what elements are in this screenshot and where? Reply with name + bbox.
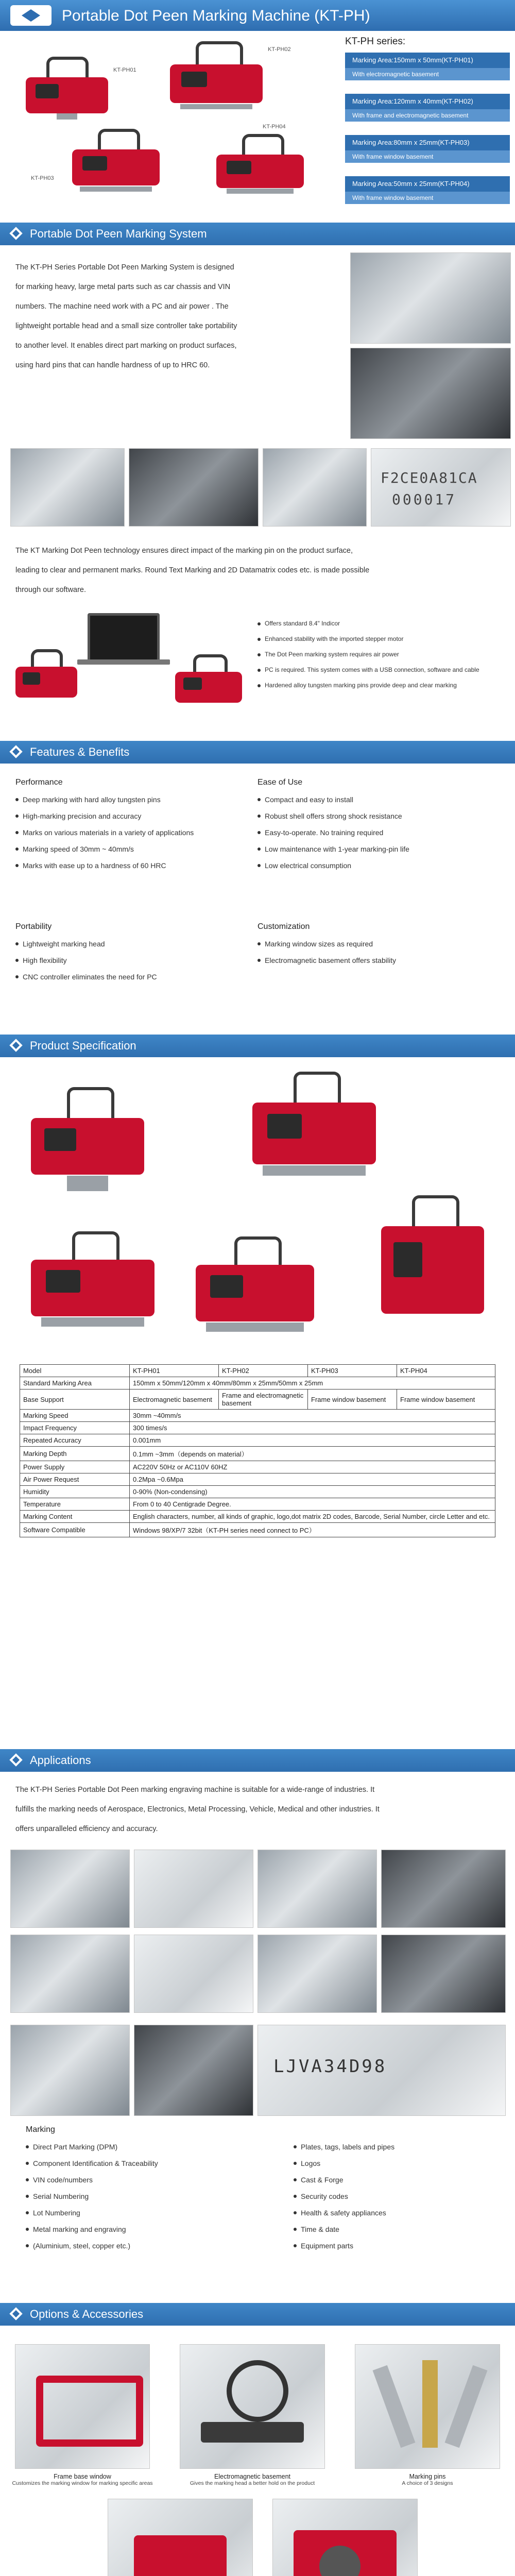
feature-item: Marks with ease up to a hardness of 60 HRC <box>15 857 247 874</box>
model-label-3: KT-PH03 <box>31 175 54 181</box>
series-item-desc: With frame window basement <box>345 150 510 163</box>
series-heading: KT-PH series: <box>345 36 406 47</box>
option-image <box>180 2344 325 2469</box>
system-bullet: Offers standard 8.4" Indicor <box>258 616 510 631</box>
marking-item: Time & date <box>294 2221 500 2238</box>
hero-machines <box>10 36 324 206</box>
application-photo-2 <box>134 1850 253 1928</box>
model-label-4: KT-PH04 <box>263 124 286 130</box>
marking-item: Plates, tags, labels and pipes <box>294 2139 500 2155</box>
section-title: Applications <box>30 1754 91 1767</box>
marking-item: Component Identification & Traceability <box>26 2155 252 2172</box>
sample-photo-metal <box>10 448 125 527</box>
option-desc: Gives the marking head a better hold on the product <box>190 2480 315 2486</box>
option-image <box>272 2499 418 2576</box>
sample-photo-plate <box>129 448 259 527</box>
table-row <box>20 1410 495 1422</box>
application-photo-10 <box>134 2025 253 2116</box>
series-item-desc: With frame window basement <box>345 192 510 204</box>
table-header-cell: KT-PH04 <box>397 1365 495 1377</box>
machine-image-ph02 <box>170 41 263 113</box>
model-label-1: KT-PH01 <box>113 67 136 73</box>
sample-photo-gear <box>263 448 367 527</box>
section-header-applications <box>0 1749 515 1772</box>
table-cell: Marking Speed <box>20 1410 130 1422</box>
table-cell: From 0 to 40 Centigrade Degree. <box>130 1498 495 1511</box>
system-text-block <box>15 258 330 375</box>
table-cell: 150mm x 50mm/120mm x 40mm/80mm x 25mm/50mm x 25mm <box>130 1377 495 1389</box>
option-title: Electromagnetic basement <box>214 2473 290 2480</box>
feature-item: CNC controller eliminates the need for PC <box>15 969 247 985</box>
series-item-2 <box>345 94 510 122</box>
feature-item: Low maintenance with 1-year marking-pin life <box>258 841 500 857</box>
table-row <box>20 1365 495 1377</box>
table-cell: Temperature <box>20 1498 130 1511</box>
laptop-base <box>77 659 170 665</box>
marking-item: Logos <box>294 2155 500 2172</box>
page-title: Portable Dot Peen Marking Machine (KT-PH) <box>62 7 370 24</box>
series-item-desc: With electromagnetic basement <box>345 68 510 80</box>
section-header-features <box>0 741 515 764</box>
series-panel <box>345 36 510 204</box>
table-cell: Impact Frequency <box>20 1422 130 1434</box>
feature-item: Electromagnetic basement offers stability <box>258 952 500 969</box>
feature-item: Easy-to-operate. No training required <box>258 824 500 841</box>
sample-photo-serial <box>371 448 511 527</box>
option-image <box>108 2499 253 2576</box>
laptop-image <box>88 613 160 662</box>
spec-machine-ph01 <box>31 1087 144 1200</box>
feature-item: Low electrical consumption <box>258 857 500 874</box>
section-header-system <box>0 223 515 245</box>
option-rotary <box>268 2499 422 2576</box>
table-cell: Frame and electromagnetic basement <box>219 1389 308 1410</box>
feature-item: Robust shell offers strong shock resistance <box>258 808 500 824</box>
table-row <box>20 1498 495 1511</box>
company-logo <box>10 5 52 26</box>
features-group-title: Performance <box>15 778 63 787</box>
applications-line: fulfills the marking needs of Aerospace, Electronics, Metal Processing, Vehicle, Medical and other industries. It <box>15 1805 380 1814</box>
section-title: Product Specification <box>30 1039 136 1052</box>
series-item-name: Marking Area:80mm x 25mm(KT-PH03) <box>345 135 510 150</box>
option-electromagnetic <box>175 2344 330 2486</box>
diamond-icon <box>9 1039 22 1052</box>
spec-table <box>20 1364 495 1537</box>
series-item-4 <box>345 176 510 204</box>
system-bullet: Enhanced stability with the imported stepper motor <box>258 631 510 647</box>
marking-item: Direct Part Marking (DPM) <box>26 2139 252 2155</box>
option-desc: Customizes the marking window for marking specific areas <box>12 2480 153 2486</box>
diamond-icon <box>9 2307 22 2320</box>
feature-item: Lightweight marking head <box>15 936 247 952</box>
title-bar <box>0 0 515 31</box>
table-cell: AC220V 50Hz or AC110V 60HZ <box>130 1461 495 1473</box>
system-paragraph-line: lightweight portable head and a small size controller take portability <box>15 322 237 330</box>
vin-sample-text: LJVA34D98 <box>273 2056 387 2077</box>
features-customization <box>258 922 500 969</box>
table-row <box>20 1473 495 1486</box>
section-header-options <box>0 2303 515 2326</box>
application-photo-6 <box>134 1935 253 2013</box>
table-cell: Software Compatible <box>20 1523 130 1537</box>
application-photo-8 <box>381 1935 506 2013</box>
option-title: Marking pins <box>409 2473 446 2480</box>
table-header-cell: KT-PH01 <box>130 1365 219 1377</box>
sample-serial-number: 000017 <box>392 491 457 508</box>
table-row <box>20 1447 495 1461</box>
application-photo-vin <box>258 2025 506 2116</box>
diamond-icon <box>9 1753 22 1766</box>
series-item-name: Marking Area:120mm x 40mm(KT-PH02) <box>345 94 510 109</box>
system-photo-hand-marking <box>350 348 511 439</box>
series-item-desc: With frame and electromagnetic basement <box>345 109 510 122</box>
marking-item: VIN code/numbers <box>26 2172 252 2188</box>
system-paragraph-line: for marking heavy, large metal parts such as car chassis and VIN <box>15 283 231 291</box>
system-setup-image <box>15 608 247 711</box>
features-performance <box>15 778 247 874</box>
marking-item: (Aluminium, steel, copper etc.) <box>26 2238 252 2254</box>
table-header-cell: KT-PH03 <box>308 1365 397 1377</box>
application-photo-9 <box>10 2025 130 2116</box>
marking-item: Equipment parts <box>294 2238 500 2254</box>
table-cell: Air Power Request <box>20 1473 130 1486</box>
feature-item: Marking window sizes as required <box>258 936 500 952</box>
features-group-title: Customization <box>258 922 310 931</box>
spec-machine-rotary <box>381 1195 484 1329</box>
system-bullet: The Dot Peen marking system requires air power <box>258 647 510 662</box>
spec-machine-ph04 <box>196 1236 314 1340</box>
table-cell: 300 times/s <box>130 1422 495 1434</box>
table-row <box>20 1523 495 1537</box>
table-cell: Frame window basement <box>397 1389 495 1410</box>
system-bullet: PC is required. This system comes with a USB connection, software and cable <box>258 662 510 677</box>
table-cell: Base Support <box>20 1389 130 1410</box>
machine-image-left <box>15 649 77 706</box>
table-cell: Frame window basement <box>308 1389 397 1410</box>
features-ease <box>258 778 500 874</box>
table-row <box>20 1461 495 1473</box>
applications-line: offers unparalleled efficiency and accuracy. <box>15 1825 158 1833</box>
system-paragraph-line: The KT-PH Series Portable Dot Peen Marking System is designed <box>15 263 234 272</box>
application-photo-7 <box>258 1935 377 2013</box>
section-title: Options & Accessories <box>30 2308 144 2320</box>
table-cell: Repeated Accuracy <box>20 1434 130 1447</box>
feature-item: Deep marking with hard alloy tungsten pins <box>15 791 247 808</box>
system-paragraph-line: through our software. <box>15 586 87 594</box>
table-cell: Windows 98/XP/7 32bit（KT-PH series need connect to PC） <box>130 1523 495 1537</box>
table-header-cell: KT-PH02 <box>219 1365 308 1377</box>
feature-item: Compact and easy to install <box>258 791 500 808</box>
applications-text <box>15 1780 505 1839</box>
table-cell: Electromagnetic basement <box>130 1389 219 1410</box>
option-image <box>355 2344 500 2469</box>
features-group-title: Ease of Use <box>258 778 303 787</box>
section-title: Features & Benefits <box>30 745 130 758</box>
system-text-block-2 <box>15 541 505 600</box>
features-portability <box>15 922 247 985</box>
application-photo-5 <box>10 1935 130 2013</box>
applications-line: The KT-PH Series Portable Dot Peen marking engraving machine is suitable for a wide-range of industries. It <box>15 1786 375 1794</box>
model-label-2: KT-PH02 <box>268 46 291 53</box>
series-item-1 <box>345 53 510 80</box>
spec-machine-images <box>10 1066 505 1355</box>
table-row <box>20 1511 495 1523</box>
option-desc: A choice of 3 designs <box>402 2480 453 2486</box>
table-cell: 0.001mm <box>130 1434 495 1447</box>
feature-item: High flexibility <box>15 952 247 969</box>
application-photo-3 <box>258 1850 377 1928</box>
table-cell: 0-90% (Non-condensing) <box>130 1486 495 1498</box>
system-paragraph-line: numbers. The machine need work with a PC and air power . The <box>15 302 229 311</box>
table-row <box>20 1389 495 1410</box>
application-photo-1 <box>10 1850 130 1928</box>
section-title: Portable Dot Peen Marking System <box>30 227 207 240</box>
feature-item: Marks on various materials in a variety of applications <box>15 824 247 841</box>
system-bullets <box>258 616 510 693</box>
system-paragraph-line: using hard pins that can handle hardness of up to HRC 60. <box>15 361 210 369</box>
option-frame-base <box>10 2344 154 2486</box>
table-cell: Power Supply <box>20 1461 130 1473</box>
system-paragraph-line: The KT Marking Dot Peen technology ensures direct impact of the marking pin on the product surface, <box>15 547 353 555</box>
table-row <box>20 1486 495 1498</box>
table-cell: 0.1mm ~3mm（depends on material） <box>130 1447 495 1461</box>
option-marking-pins <box>350 2344 505 2486</box>
table-row <box>20 1434 495 1447</box>
marking-item: Lot Numbering <box>26 2205 252 2221</box>
machine-image-right <box>175 654 242 708</box>
features-group-title: Portability <box>15 922 52 931</box>
series-item-3 <box>345 135 510 163</box>
section-header-spec <box>0 1035 515 1057</box>
application-photo-4 <box>381 1850 506 1928</box>
marking-item: Serial Numbering <box>26 2188 252 2205</box>
diamond-icon <box>9 745 22 758</box>
marking-title: Marking <box>26 2125 55 2134</box>
system-paragraph-line: to another level. It enables direct part marking on product surfaces, <box>15 342 237 350</box>
marking-item: Security codes <box>294 2188 500 2205</box>
table-header-cell: Model <box>20 1365 130 1377</box>
series-item-name: Marking Area:150mm x 50mm(KT-PH01) <box>345 53 510 68</box>
table-cell: English characters, number, all kinds of graphic, logo,dot matrix 2D codes, Barcode, Serial Number, circle Letter and etc. <box>130 1511 495 1523</box>
table-cell: Marking Content <box>20 1511 130 1523</box>
machine-image-ph03 <box>72 129 160 196</box>
table-cell: Marking Depth <box>20 1447 130 1461</box>
table-cell: Standard Marking Area <box>20 1377 130 1389</box>
spec-machine-ph02 <box>252 1072 376 1195</box>
marking-item: Cast & Forge <box>294 2172 500 2188</box>
sample-serial-text: F2CE0A81CA <box>381 469 478 486</box>
spec-machine-ph03 <box>31 1231 154 1334</box>
option-title: Frame base window <box>54 2473 111 2480</box>
option-image <box>15 2344 150 2469</box>
marking-list <box>26 2125 500 2250</box>
diamond-icon <box>9 227 22 240</box>
system-bullet: Hardened alloy tungsten marking pins provide deep and clear marking <box>258 677 510 693</box>
marking-item: Metal marking and engraving <box>26 2221 252 2238</box>
table-row <box>20 1377 495 1389</box>
table-cell: Humidity <box>20 1486 130 1498</box>
system-photo-tube-marking <box>350 252 511 344</box>
table-cell: 0.2Mpa ~0.6Mpa <box>130 1473 495 1486</box>
series-item-name: Marking Area:50mm x 25mm(KT-PH04) <box>345 176 510 192</box>
table-row <box>20 1422 495 1434</box>
option-v-basement <box>103 2499 258 2576</box>
machine-image-ph04 <box>216 134 304 196</box>
table-cell: 30mm ~40mm/s <box>130 1410 495 1422</box>
system-paragraph-line: leading to clear and permanent marks. Round Text Marking and 2D Datamatrix codes etc. is made possible <box>15 566 370 574</box>
feature-item: Marking speed of 30mm ~ 40mm/s <box>15 841 247 857</box>
feature-item: High-marking precision and accuracy <box>15 808 247 824</box>
machine-image-ph01 <box>26 57 108 118</box>
marking-item: Health & safety appliances <box>294 2205 500 2221</box>
